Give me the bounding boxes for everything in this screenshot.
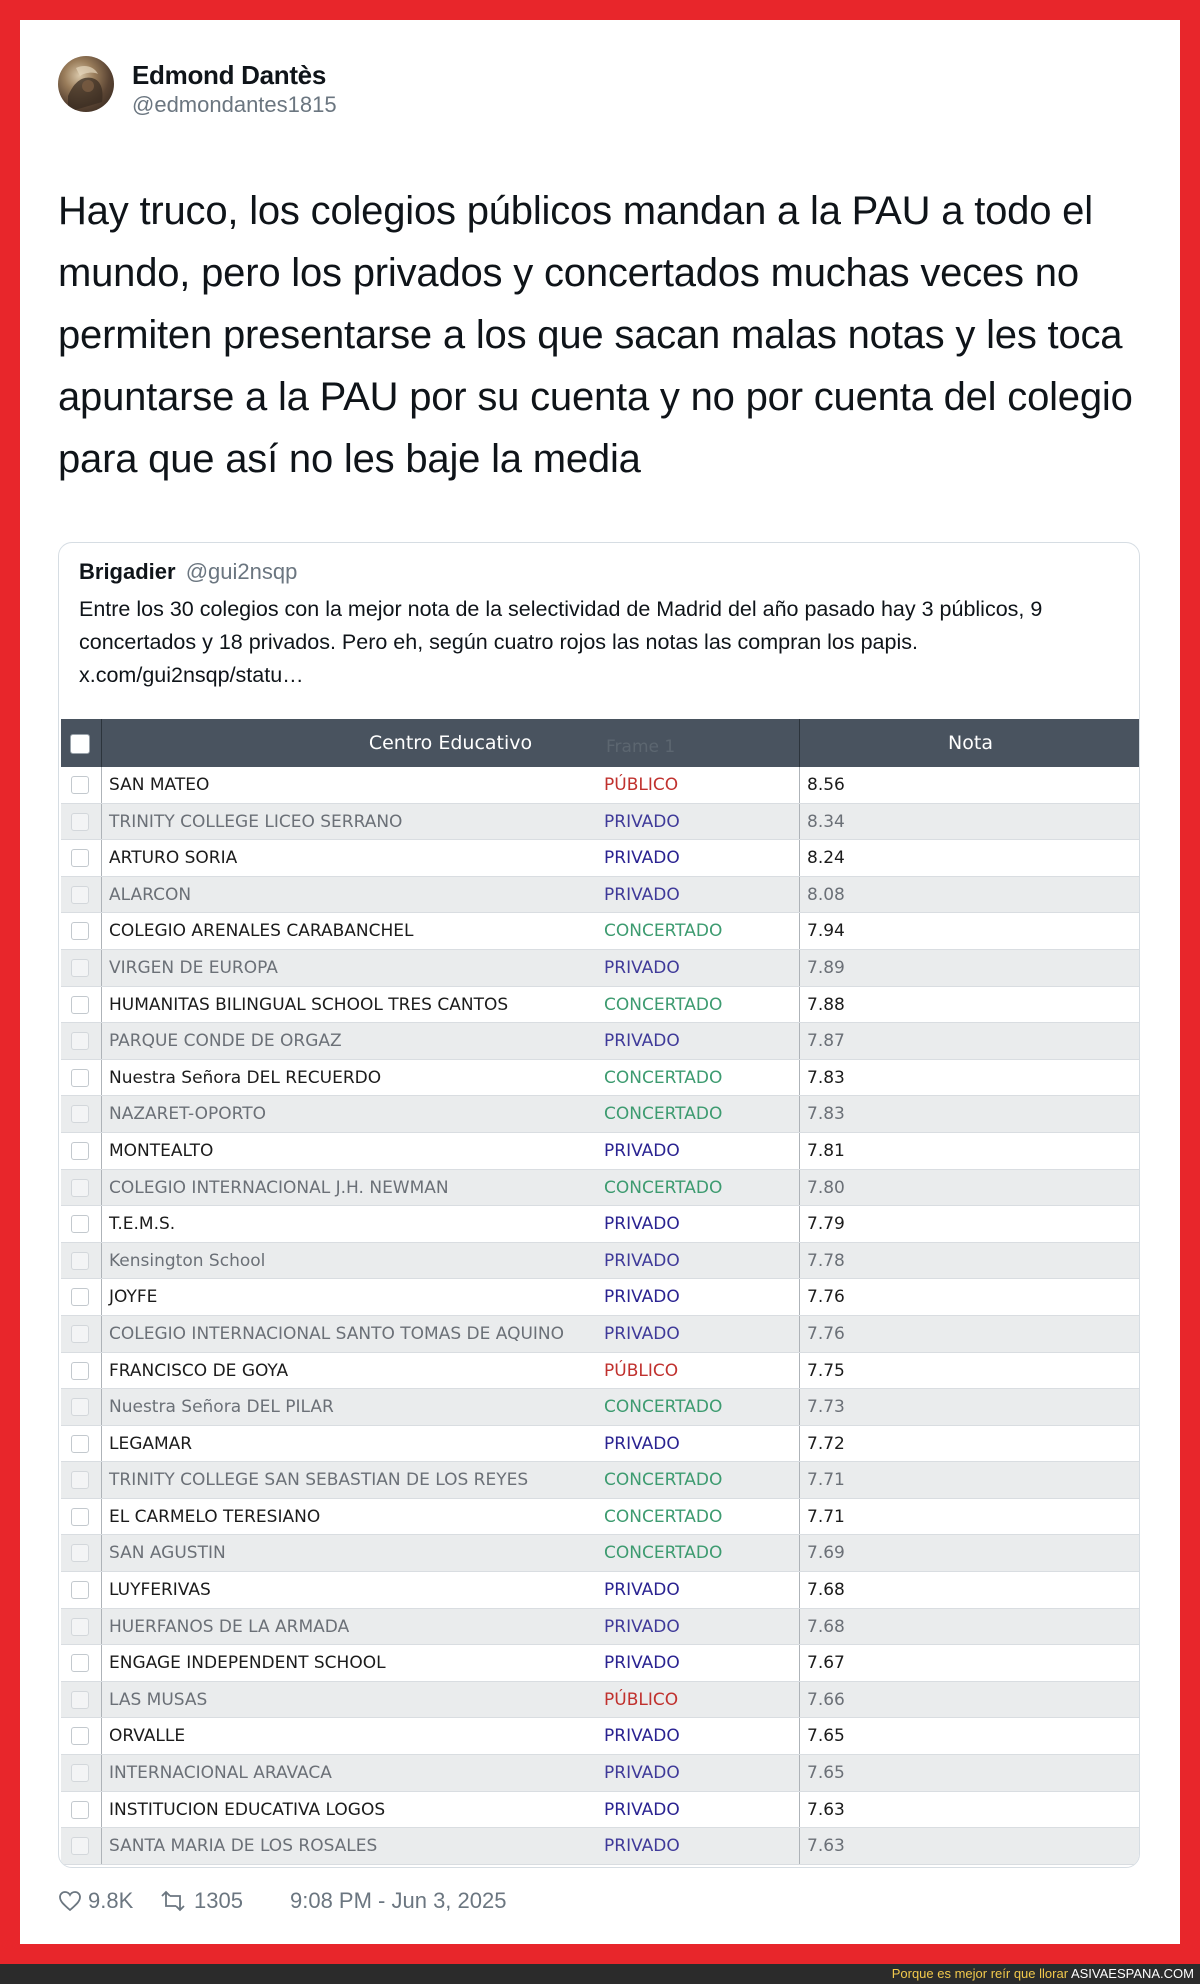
table-row[interactable] (61, 1609, 1140, 1646)
school-nota: 7.89 (807, 957, 845, 978)
table-row[interactable] (61, 1828, 1140, 1865)
school-type: PÚBLICO (604, 1360, 679, 1381)
school-type: PÚBLICO (604, 775, 679, 795)
cell-divider (799, 1609, 800, 1645)
table-row[interactable] (61, 767, 1140, 804)
cell-divider (799, 1499, 800, 1535)
school-name: MONTEALTO (109, 1140, 214, 1161)
school-nota: 7.88 (807, 994, 845, 1015)
school-type: PRIVADO (604, 1799, 680, 1820)
watermark-slogan: Porque es mejor reír que llorar (891, 1966, 1069, 1981)
school-nota: 7.65 (807, 1726, 845, 1747)
row-checkbox[interactable] (71, 886, 89, 904)
cell-divider (101, 1828, 102, 1864)
school-name: PARQUE CONDE DE ORGAZ (109, 1031, 342, 1052)
school-nota: 7.68 (807, 1580, 845, 1601)
school-name: HUMANITAS BILINGUAL SCHOOL TRES CANTOS (109, 994, 509, 1015)
school-type: CONCERTADO (604, 1506, 723, 1527)
like-count: 9.8K (88, 1888, 134, 1913)
school-name: ALARCON (109, 884, 192, 905)
table-row[interactable] (61, 950, 1140, 987)
school-nota: 7.63 (807, 1836, 845, 1857)
frame-label: Frame 1 (606, 737, 676, 757)
cell-divider (101, 1133, 102, 1169)
cell-divider (101, 1462, 102, 1498)
cell-divider (799, 1316, 800, 1352)
row-checkbox[interactable] (71, 1142, 89, 1160)
school-nota: 7.76 (807, 1323, 845, 1344)
school-type: CONCERTADO (604, 1397, 723, 1418)
cell-divider (799, 1572, 800, 1608)
cell-divider (799, 1389, 800, 1425)
cell-divider (101, 804, 102, 840)
school-nota: 7.80 (807, 1177, 845, 1198)
school-type: CONCERTADO (604, 994, 723, 1015)
school-name: FRANCISCO DE GOYA (109, 1360, 289, 1381)
row-checkbox[interactable] (71, 1325, 89, 1343)
school-type: PRIVADO (604, 1140, 680, 1161)
school-nota: 7.83 (807, 1104, 845, 1125)
table-header (61, 719, 1140, 767)
school-nota: 7.71 (807, 1506, 845, 1527)
school-nota: 7.72 (807, 1433, 845, 1454)
cell-divider (101, 1060, 102, 1096)
quoted-text (79, 593, 1129, 692)
cell-divider (799, 1243, 800, 1279)
school-type: PRIVADO (604, 1836, 680, 1857)
school-nota: 7.65 (807, 1763, 845, 1784)
school-type: PRIVADO (604, 1433, 680, 1454)
school-name: SAN AGUSTIN (109, 1543, 226, 1564)
table-row[interactable] (61, 1206, 1140, 1243)
row-checkbox[interactable] (71, 1691, 89, 1709)
table-row[interactable] (61, 1535, 1140, 1572)
school-type: PRIVADO (604, 811, 680, 832)
cell-divider (101, 987, 102, 1023)
cell-divider (799, 1792, 800, 1828)
school-nota: 7.71 (807, 1470, 845, 1491)
school-nota: 7.78 (807, 1250, 845, 1271)
school-type: CONCERTADO (604, 1067, 723, 1088)
school-name: Nuestra Señora DEL RECUERDO (109, 1067, 382, 1088)
school-name: TRINITY COLLEGE SAN SEBASTIAN DE LOS REYES (109, 1470, 529, 1491)
school-nota: 8.56 (807, 775, 845, 795)
row-checkbox[interactable] (71, 1252, 89, 1270)
column-header-centro[interactable]: Centro Educativo (368, 732, 533, 754)
cell-divider (101, 1682, 102, 1718)
retweet-count: 1305 (194, 1888, 243, 1913)
school-nota: 7.87 (807, 1031, 845, 1052)
table-row[interactable] (61, 1426, 1140, 1463)
cell-divider (799, 1645, 800, 1681)
row-checkbox[interactable] (71, 1727, 89, 1745)
cell-divider (101, 1279, 102, 1315)
row-checkbox[interactable] (71, 1435, 89, 1453)
school-name: JOYFE (109, 1287, 158, 1308)
school-type: CONCERTADO (604, 1543, 723, 1564)
school-name: ARTURO SORIA (109, 848, 238, 869)
school-nota: 7.69 (807, 1543, 845, 1564)
school-name: SAN MATEO (109, 775, 210, 795)
school-name: INTERNACIONAL ARAVACA (109, 1763, 332, 1784)
quoted-author-handle[interactable]: @gui2nsqp (185, 559, 298, 584)
retweet-button[interactable] (158, 1888, 243, 1914)
cell-divider (799, 1718, 800, 1754)
row-checkbox[interactable] (71, 776, 89, 794)
school-type: CONCERTADO (604, 1104, 723, 1125)
cell-divider (101, 1206, 102, 1242)
row-checkbox[interactable] (71, 1362, 89, 1380)
school-type: PÚBLICO (604, 1689, 679, 1710)
row-checkbox[interactable] (71, 1032, 89, 1050)
row-checkbox[interactable] (71, 1069, 89, 1087)
row-checkbox[interactable] (71, 1215, 89, 1233)
cell-divider (101, 1170, 102, 1206)
school-name: EL CARMELO TERESIANO (109, 1506, 321, 1527)
school-name: LUYFERIVAS (109, 1580, 211, 1601)
row-checkbox[interactable] (71, 849, 89, 867)
cell-divider (101, 1609, 102, 1645)
author-handle[interactable]: @edmondantes1815 (132, 92, 337, 117)
cell-divider (799, 1426, 800, 1462)
row-checkbox[interactable] (71, 1179, 89, 1197)
cell-divider (101, 1499, 102, 1535)
school-name: SANTA MARIA DE LOS ROSALES (109, 1836, 378, 1857)
cell-divider (799, 987, 800, 1023)
school-type: CONCERTADO (604, 1470, 723, 1491)
row-checkbox[interactable] (71, 1288, 89, 1306)
cell-divider (799, 1023, 800, 1059)
row-checkbox[interactable] (71, 922, 89, 940)
school-name: VIRGEN DE EUROPA (109, 957, 278, 978)
school-type: CONCERTADO (604, 1177, 723, 1198)
school-type: PRIVADO (604, 848, 680, 869)
cell-divider (101, 913, 102, 949)
cell-divider (101, 1353, 102, 1389)
timestamp-text: 9:08 PM - Jun 3, 2025 (290, 1888, 507, 1913)
watermark-bar (0, 1964, 1200, 1984)
table-row[interactable] (61, 1389, 1140, 1426)
school-type: PRIVADO (604, 1580, 680, 1601)
school-nota: 7.81 (807, 1140, 845, 1161)
row-checkbox[interactable] (71, 1398, 89, 1416)
table-row[interactable] (61, 804, 1140, 841)
school-name: COLEGIO INTERNACIONAL SANTO TOMAS DE AQUINO (109, 1323, 565, 1344)
cell-divider (101, 1243, 102, 1279)
table-row[interactable] (61, 1353, 1140, 1390)
author-name[interactable]: Edmond Dantès (132, 60, 327, 90)
school-name: Nuestra Señora DEL PILAR (109, 1397, 334, 1418)
school-type: PRIVADO (604, 1616, 680, 1637)
school-nota: 7.94 (807, 921, 845, 942)
table-row[interactable] (61, 1462, 1140, 1499)
table-row[interactable] (61, 877, 1140, 914)
quoted-link[interactable]: x.com/gui2nsqp/statu… (79, 663, 304, 687)
school-type: PRIVADO (604, 1726, 680, 1747)
school-nota: 7.75 (807, 1360, 845, 1381)
table-row[interactable] (61, 1645, 1140, 1682)
tweet-card (20, 20, 1180, 1944)
cell-divider (799, 1096, 800, 1132)
table-row[interactable] (61, 1060, 1140, 1097)
row-checkbox[interactable] (71, 959, 89, 977)
school-type: PRIVADO (604, 1763, 680, 1784)
cell-divider (799, 1279, 800, 1315)
schools-table (61, 719, 1140, 1865)
cell-divider (799, 1682, 800, 1718)
cell-divider (101, 1426, 102, 1462)
table-row[interactable] (61, 1755, 1140, 1792)
table-row[interactable] (61, 1170, 1140, 1207)
school-nota: 7.79 (807, 1214, 845, 1235)
row-checkbox[interactable] (71, 1508, 89, 1526)
row-checkbox[interactable] (71, 1801, 89, 1819)
quoted-body: Entre los 30 colegios con la mejor nota de la selectividad de Madrid del año pasado hay 3 públicos, 9 concertados y 18 privados. Pero eh, según cuatro rojos las notas las compran los papis. (79, 597, 1043, 654)
quoted-tweet[interactable] (58, 542, 1140, 1868)
school-type: PRIVADO (604, 884, 680, 905)
cell-divider (101, 1645, 102, 1681)
table-row[interactable] (61, 1499, 1140, 1536)
cell-divider (101, 1316, 102, 1352)
cell-divider (799, 1755, 800, 1791)
cell-divider (799, 804, 800, 840)
school-type: PRIVADO (604, 1250, 680, 1271)
cell-divider (101, 1755, 102, 1791)
school-nota: 8.08 (807, 884, 845, 905)
row-checkbox[interactable] (71, 1105, 89, 1123)
school-nota: 7.66 (807, 1689, 845, 1710)
school-type: PRIVADO (604, 1214, 680, 1235)
school-type: PRIVADO (604, 1653, 680, 1674)
row-checkbox[interactable] (71, 1654, 89, 1672)
cell-divider (101, 1389, 102, 1425)
watermark-brand: ASIVAESPANA.COM (1070, 1966, 1194, 1981)
row-checkbox[interactable] (71, 1837, 89, 1855)
table-body (61, 767, 1140, 1865)
school-type: CONCERTADO (604, 921, 723, 942)
tweet-header (58, 56, 658, 116)
heart-icon (58, 1890, 82, 1912)
row-checkbox[interactable] (71, 1471, 89, 1489)
table-row[interactable] (61, 1279, 1140, 1316)
cell-divider (799, 1535, 800, 1571)
school-nota: 7.63 (807, 1799, 845, 1820)
school-nota: 7.68 (807, 1616, 845, 1637)
table-row[interactable] (61, 1572, 1140, 1609)
cell-divider (799, 1462, 800, 1498)
timestamp[interactable] (290, 1888, 506, 1914)
table-row[interactable] (61, 1096, 1140, 1133)
school-nota: 7.73 (807, 1397, 845, 1418)
school-name: ENGAGE INDEPENDENT SCHOOL (109, 1653, 386, 1674)
school-name: INSTITUCION EDUCATIVA LOGOS (109, 1799, 386, 1820)
watermark-text[interactable] (892, 1966, 1194, 1981)
retweet-icon (158, 1890, 188, 1912)
table-row[interactable] (61, 1023, 1140, 1060)
cell-divider (799, 1133, 800, 1169)
column-header-nota[interactable]: Nota (948, 732, 993, 754)
school-name: ORVALLE (109, 1726, 186, 1747)
school-name: T.E.M.S. (109, 1214, 176, 1235)
cell-divider (799, 913, 800, 949)
tweet-text: Hay truco, los colegios públicos mandan a la PAU a todo el mundo, pero los privados y concertados muchas veces no permiten presentarse a los que sacan malas notas y les toca apuntarse a la PAU por su cuenta y no por cuenta del colegio para que así no les baje la media (58, 189, 1133, 481)
avatar[interactable] (58, 56, 114, 112)
school-nota: 7.67 (807, 1653, 845, 1674)
cell-divider (799, 877, 800, 913)
cell-divider (101, 877, 102, 913)
table-row[interactable] (61, 1682, 1140, 1719)
cell-divider (799, 1206, 800, 1242)
school-name: COLEGIO ARENALES CARABANCHEL (109, 921, 414, 942)
school-name: Kensington School (109, 1250, 266, 1271)
table-row[interactable] (61, 1792, 1140, 1829)
cell-divider (101, 767, 102, 803)
school-type: PRIVADO (604, 1323, 680, 1344)
row-checkbox[interactable] (71, 996, 89, 1014)
school-name: COLEGIO INTERNACIONAL J.H. NEWMAN (109, 1177, 449, 1198)
table-row[interactable] (61, 1243, 1140, 1280)
quoted-author (79, 559, 297, 585)
cell-divider (101, 1535, 102, 1571)
cell-divider (799, 950, 800, 986)
table-row[interactable] (61, 913, 1140, 950)
row-checkbox[interactable] (71, 1581, 89, 1599)
cell-divider (101, 1096, 102, 1132)
cell-divider (101, 1023, 102, 1059)
table-row[interactable] (61, 1718, 1140, 1755)
table-row[interactable] (61, 840, 1140, 877)
school-name: HUERFANOS DE LA ARMADA (109, 1616, 350, 1637)
school-type: PRIVADO (604, 957, 680, 978)
table-row[interactable] (61, 987, 1140, 1024)
school-name: TRINITY COLLEGE LICEO SERRANO (109, 811, 403, 832)
row-checkbox[interactable] (71, 813, 89, 831)
cell-divider (799, 767, 800, 803)
cell-divider (101, 1572, 102, 1608)
quoted-author-name[interactable]: Brigadier (79, 559, 176, 584)
school-nota: 7.83 (807, 1067, 845, 1088)
like-button[interactable] (58, 1888, 133, 1914)
cell-divider (101, 1792, 102, 1828)
cell-divider (101, 1718, 102, 1754)
cell-divider (799, 1828, 800, 1864)
cell-divider (799, 840, 800, 876)
tweet-footer (58, 1888, 758, 1918)
cell-divider (799, 1353, 800, 1389)
cell-divider (799, 1060, 800, 1096)
cell-divider (799, 1170, 800, 1206)
table-row[interactable] (61, 1133, 1140, 1170)
school-name: LEGAMAR (109, 1433, 193, 1454)
school-name: NAZARET-OPORTO (109, 1104, 266, 1125)
school-type: PRIVADO (604, 1287, 680, 1308)
school-type: PRIVADO (604, 1031, 680, 1052)
select-all-checkbox[interactable] (70, 734, 90, 754)
school-name: LAS MUSAS (109, 1689, 208, 1710)
school-nota: 8.34 (807, 811, 845, 832)
cell-divider (101, 950, 102, 986)
school-nota: 8.24 (807, 848, 845, 869)
cell-divider (101, 840, 102, 876)
row-checkbox[interactable] (71, 1764, 89, 1782)
table-row[interactable] (61, 1316, 1140, 1353)
school-nota: 7.76 (807, 1287, 845, 1308)
row-checkbox[interactable] (71, 1618, 89, 1636)
row-checkbox[interactable] (71, 1544, 89, 1562)
